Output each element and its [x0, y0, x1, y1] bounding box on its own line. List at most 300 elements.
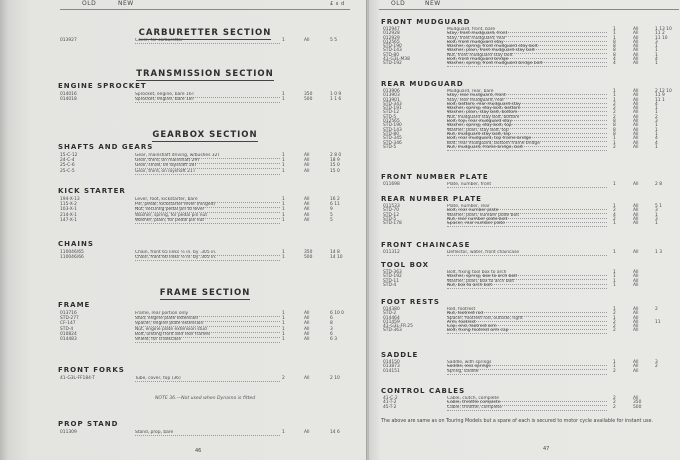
models: All: [304, 153, 310, 158]
part-number: 014016: [60, 92, 77, 97]
description: Arm, footrest: [447, 320, 607, 326]
models: All: [633, 270, 639, 275]
models: All: [633, 282, 639, 288]
part-number: STD-2: [383, 311, 397, 317]
part-number: 013927: [60, 38, 77, 43]
price: 1: [655, 221, 658, 227]
group-heading: FRONT NUMBER PLATE: [381, 173, 489, 181]
part-number: 41-G3L-FR.25: [383, 324, 413, 330]
quantity: 1: [613, 182, 616, 187]
part-number: STD-4: [60, 326, 74, 332]
description: Nut, securing pedal pin to lever: [135, 207, 280, 213]
price: 2 8: [655, 182, 662, 187]
quantity: 1: [613, 204, 616, 209]
part-number: STD-12: [383, 212, 400, 218]
models: All: [633, 48, 639, 54]
models: All: [633, 216, 639, 222]
price: 14 8: [330, 250, 340, 255]
models: All: [304, 331, 310, 337]
models: All: [304, 197, 310, 202]
quantity: 1: [282, 97, 285, 103]
quantity: 1: [613, 315, 616, 321]
part-number: STD-178: [383, 221, 402, 227]
part-number: STD-143: [383, 48, 402, 54]
models: All: [633, 396, 639, 401]
description: Washer, plain, number plate bolt: [447, 213, 607, 219]
group-heading: FRONT CHAINCASE: [381, 241, 471, 249]
description: Washer, spring, for pedal pin nut: [135, 213, 280, 219]
group-heading: CONTROL CABLES: [381, 387, 466, 395]
models: All: [633, 44, 639, 50]
quantity: 1: [282, 316, 285, 322]
models: All: [633, 328, 639, 334]
price: 2: [655, 114, 658, 120]
models: All: [633, 204, 639, 209]
group-heading: FOOT RESTS: [381, 298, 440, 306]
part-number: 012928: [383, 31, 400, 37]
quantity: 1: [282, 207, 285, 213]
description: Cable, clutch, complete: [447, 396, 607, 402]
quantity: 2: [613, 400, 616, 406]
models: All: [633, 93, 639, 99]
part-number: 15-C-12: [60, 153, 78, 158]
description: Rod, footrest: [447, 307, 607, 313]
part-number: 011312: [383, 250, 400, 255]
description: Mudguard, front, bare: [447, 27, 607, 33]
models: All: [633, 39, 639, 45]
description: Mudguard, rear, bare: [447, 89, 607, 95]
quantity: 8: [613, 44, 616, 50]
models: 350: [304, 250, 313, 255]
description: Shield, for crankcase: [135, 337, 280, 343]
models: All: [633, 35, 639, 41]
price: 1: [655, 44, 658, 50]
part-number: 014380: [383, 307, 400, 312]
description: Spacer, engine plate extension: [135, 321, 280, 327]
quantity: 1: [282, 197, 285, 202]
part-number: 110046/66: [60, 255, 84, 261]
price: 14 6: [330, 430, 340, 435]
quantity: 1: [282, 430, 285, 435]
section-title: TRANSMISSION SECTION: [136, 69, 274, 79]
models: All: [633, 136, 639, 142]
description: Washer, spring, stay bolt, top: [447, 123, 607, 129]
description: Stay, rear mudguard, front: [447, 93, 607, 99]
price: 1: [655, 48, 658, 54]
parts-group: [381, 195, 680, 227]
part-number: 41-G3L-M38: [383, 57, 410, 63]
parts-group: [381, 387, 680, 410]
quantity: 1: [613, 364, 616, 370]
section-title: CARBURETTER SECTION: [138, 28, 272, 38]
quantity: 2: [613, 396, 616, 401]
price: 2: [655, 307, 658, 312]
description: Washer, plain, for pedal pin nut: [135, 218, 280, 224]
quantity: 1: [282, 158, 285, 164]
quantity: 1: [282, 336, 285, 342]
price: 1 1 6: [330, 97, 342, 103]
quantity: 1: [613, 140, 616, 146]
part-number: STD-5: [383, 114, 397, 120]
models: All: [304, 326, 310, 332]
description: Spacer, rear number plate: [447, 221, 607, 227]
part-number: 014150: [383, 360, 400, 365]
part-number: 011533: [383, 204, 400, 209]
description: Cap, end, footrest arm: [447, 324, 607, 330]
models: All: [633, 110, 639, 116]
models: All: [633, 89, 639, 94]
quantity: 2: [613, 101, 616, 107]
models: All: [304, 158, 310, 164]
quantity: 1: [282, 212, 285, 218]
group-heading: KICK STARTER: [58, 187, 126, 195]
right-catalog-page: [369, 0, 680, 460]
description: Bolt, rear mudguard, top frame bridge: [447, 136, 607, 142]
description: Washer, plain, stay bolt, bottom: [447, 110, 607, 116]
parts-group: [58, 366, 367, 381]
price: 1: [655, 131, 658, 137]
quantity: 1: [282, 92, 285, 97]
models: All: [633, 364, 639, 370]
description: Stay, front mudguard, rear: [447, 36, 607, 42]
quantity: 2: [613, 368, 616, 374]
parts-group: [58, 301, 367, 342]
price: 5 5: [330, 38, 337, 43]
part-number: 25-C-6: [60, 163, 75, 169]
description: Bolt, fixing tool box to arch: [447, 270, 607, 276]
price: 6 3: [330, 336, 337, 342]
part-number: STD-191: [383, 106, 402, 112]
price: 11 1: [655, 97, 665, 103]
description: Washer, plain, stay bolt, top: [447, 128, 607, 134]
description: Saddle, less springs: [447, 364, 607, 370]
models: All: [304, 163, 310, 169]
section-title: FRAME SECTION: [159, 288, 251, 298]
parts-group: [381, 241, 680, 255]
description: Frame, rear portion only: [135, 311, 280, 317]
description: Nut, mudguard stay bolt, bottom: [447, 115, 607, 121]
models: All: [304, 202, 310, 208]
description: Spring, saddle: [447, 369, 607, 375]
quantity: 1: [613, 136, 616, 142]
quantity: 2: [613, 114, 616, 120]
price: 6: [330, 316, 333, 322]
part-number: 014151: [383, 368, 400, 374]
part-number: STD-80: [383, 52, 400, 58]
header-new: NEW: [118, 0, 134, 7]
group-heading: REAR MUDGUARD: [381, 80, 464, 88]
part-number: 013901: [383, 97, 400, 103]
models: All: [633, 123, 639, 129]
quantity: 1: [282, 38, 285, 43]
description: Chain, front 66 links ½ in. by .305 in.: [135, 255, 280, 261]
quantity: 1: [282, 168, 285, 174]
quantity: 1: [282, 321, 285, 327]
description: Washer, plain, box to arch bolt: [447, 279, 607, 285]
quantity: 1: [282, 202, 285, 208]
description: Nut, engine plate extension stud: [135, 327, 280, 333]
models: All: [633, 57, 639, 63]
quantity: 2: [613, 144, 616, 150]
price: 11 2: [655, 31, 665, 37]
description: Gear, small, on layshaft 18T: [135, 163, 280, 169]
models: All: [304, 38, 310, 43]
quantity: 1: [613, 35, 616, 41]
models: All: [633, 61, 639, 67]
part-number: CF-147: [60, 321, 76, 327]
group-heading: SADDLE: [381, 351, 419, 359]
price: 11 10: [655, 35, 668, 41]
part-number: 013873: [383, 364, 400, 370]
group-heading: PROP STAND: [58, 420, 119, 428]
quantity: 8: [613, 131, 616, 137]
part-number: 012565: [383, 119, 400, 125]
parts-group: [58, 187, 367, 223]
quantity: 1: [282, 331, 285, 337]
description: Stay, front mudguard, front: [447, 31, 607, 37]
part-number: 014483: [60, 336, 77, 342]
part-number: STD-12: [383, 110, 400, 116]
models: All: [304, 316, 310, 322]
price: 4: [655, 57, 658, 63]
description: Pin, pedal, kickstarter lever (hinged): [135, 202, 280, 208]
part-number: 115-X-2: [60, 202, 77, 208]
description: Nut, box to arch bolt: [447, 283, 607, 289]
price: 16 2: [330, 197, 340, 202]
price: 3: [655, 119, 658, 125]
part-number: 013716: [60, 311, 77, 316]
description: Bolt, top, rear mudguard stay: [447, 119, 607, 125]
price: 3: [655, 216, 658, 222]
parts-group: [58, 420, 367, 435]
price: 3: [655, 360, 658, 365]
quantity: 1: [613, 97, 616, 103]
description: Stud, engine plate extension: [135, 316, 280, 322]
price: 1 0 9: [330, 92, 342, 97]
quantity: 1: [282, 326, 285, 332]
quantity: 2: [613, 311, 616, 317]
models: All: [633, 311, 639, 317]
description: Spacer, footrest rod, outside, right: [447, 316, 607, 322]
description: Washer, spring, front mudguard bridge bolt: [447, 61, 607, 67]
models: All: [633, 250, 639, 255]
part-number: 014018: [60, 97, 77, 103]
description: Gear, mainshaft driving, w/bushes 32T: [135, 153, 280, 159]
quantity: 2: [613, 324, 616, 330]
part-number: 45-T-2: [383, 404, 397, 410]
price: 6: [330, 331, 333, 337]
header-old: OLD: [391, 0, 406, 7]
models: All: [633, 101, 639, 107]
quantity: 1: [613, 307, 616, 312]
section-block: [60, 280, 350, 299]
price: 14 10: [330, 255, 343, 261]
group-heading: SHAFTS AND GEARS: [58, 143, 154, 151]
header-old: OLD: [82, 0, 97, 7]
price: 1 13 10: [655, 27, 672, 32]
page-number: 47: [543, 446, 550, 452]
group-heading: TOOL BOX: [381, 261, 430, 269]
quantity: 8: [613, 39, 616, 45]
price: 1: [655, 106, 658, 112]
quantity: 8: [613, 119, 616, 125]
quantity: 1: [282, 217, 285, 223]
price: 8: [330, 321, 333, 327]
models: All: [633, 52, 639, 58]
part-number: 013906: [383, 89, 400, 94]
description: Gear, third, on layshaft 21T: [135, 169, 280, 175]
models: All: [633, 106, 639, 112]
quantity: 2: [613, 208, 616, 214]
description: Bolt, front mudguard stay: [447, 40, 607, 46]
models: All: [633, 324, 639, 330]
description: Washer, spring, front mudguard stay bolt: [447, 44, 607, 50]
part-number: STD-5: [383, 216, 397, 222]
models: All: [304, 376, 310, 381]
header-new: NEW: [425, 0, 441, 7]
price: 4: [655, 136, 658, 142]
part-number: STD-343: [383, 101, 402, 107]
models: All: [633, 360, 639, 365]
part-number: 110046/65: [60, 250, 84, 255]
part-number: 194-X-13: [60, 197, 80, 202]
models: All: [633, 307, 639, 312]
price: 1: [655, 123, 658, 129]
part-number: STD-192: [383, 61, 402, 67]
quantity: 1: [613, 93, 616, 99]
part-number: 41-G3L-FF184-T: [60, 376, 95, 381]
models: All: [633, 212, 639, 218]
part-number: STD-363: [383, 270, 402, 275]
quantity: 1: [282, 250, 285, 255]
part-number: 24-C-4: [60, 158, 75, 164]
models: All: [633, 319, 639, 325]
description: Nut, rear number plate bolt: [447, 217, 607, 223]
part-number: STD-80: [383, 131, 400, 137]
quantity: 1: [613, 270, 616, 275]
models: All: [304, 212, 310, 218]
price: 3: [655, 208, 658, 214]
price: 3: [330, 326, 333, 332]
description: Sprocket, engine, bare 18T: [135, 97, 280, 103]
description: Stay, rear mudguard, rear: [447, 98, 607, 104]
page-number: 46: [195, 448, 202, 454]
header-price: £ s d: [330, 1, 345, 7]
group-heading: FRAME: [58, 301, 91, 309]
group-heading: CHAINS: [58, 240, 94, 248]
models: All: [304, 207, 310, 213]
models: All: [633, 368, 639, 374]
description: Gear, third, on mainshaft 29T: [135, 158, 280, 164]
quantity: 8: [613, 127, 616, 133]
description: Bolt, bottom, rear mudguard stay: [447, 102, 607, 108]
part-number: 012947: [383, 27, 400, 32]
models: All: [304, 311, 310, 316]
description: Bolt, front mudguard bridge: [447, 57, 607, 63]
price: 5: [330, 217, 333, 223]
price: 1: [655, 61, 658, 67]
models: All: [633, 119, 639, 125]
quantity: 1: [282, 255, 285, 261]
part-number: STD-190: [383, 123, 402, 129]
description: Bolt, uniting front and rear frames: [135, 332, 280, 338]
description: Stand, prop, bare: [135, 430, 280, 436]
description: Chain, front 65 links ½ in. by .305 in.: [135, 250, 280, 256]
group-heading: FRONT FORKS: [58, 366, 125, 374]
models: All: [633, 144, 639, 150]
part-number: STD-5: [383, 144, 397, 150]
description: Plate, number, front: [447, 182, 607, 188]
models: All: [633, 274, 639, 280]
quantity: 1: [613, 360, 616, 365]
models: All: [633, 31, 639, 37]
description: Lever, foot, kickstarter, bare: [135, 197, 280, 203]
quantity: 1: [613, 27, 616, 32]
quantity: 1: [613, 274, 616, 280]
quantity: 4: [613, 61, 616, 67]
part-number: STD-11: [383, 278, 400, 284]
description: Sprocket, engine, bare 16T: [135, 92, 280, 98]
part-number: STD-346: [383, 140, 402, 146]
description: Cover, for carburetter: [135, 38, 280, 44]
quantity: 2: [613, 404, 616, 410]
quantity: 1: [613, 282, 616, 288]
quantity: 1: [613, 221, 616, 227]
quantity: 2: [282, 376, 285, 381]
part-number: 41-T-2: [383, 400, 397, 406]
models: All: [304, 336, 310, 342]
price: 6 11: [330, 202, 340, 208]
group-heading: REAR NUMBER PLATE: [381, 195, 482, 203]
header-rule: [60, 9, 350, 10]
description: Saddle, with springs: [447, 360, 607, 366]
part-number: 147-X-1: [60, 217, 77, 223]
parts-group: [58, 82, 367, 103]
section-block: [60, 20, 350, 39]
parts-group: [58, 240, 367, 261]
price: 1: [655, 212, 658, 218]
quantity: 1: [282, 153, 285, 158]
price: 2 10: [330, 376, 340, 381]
quantity: 2: [613, 216, 616, 222]
models: All: [633, 278, 639, 284]
part-number: 103-X-1: [60, 207, 77, 213]
quantity: 1: [282, 163, 285, 169]
part-number: 214-X-1: [60, 212, 77, 218]
parts-group: [381, 351, 680, 374]
description: Cable, throttle, complete: [447, 405, 607, 411]
price: 5: [330, 212, 333, 218]
parts-group: [58, 143, 367, 174]
price: 15 0: [330, 163, 340, 169]
quantity: 2: [613, 106, 616, 112]
part-number: 011309: [60, 430, 77, 435]
quantity: 1: [613, 31, 616, 37]
quantity: 1: [613, 278, 616, 284]
group-heading: FRONT MUDGUARD: [381, 18, 471, 26]
models: All: [633, 140, 639, 146]
models: All: [633, 27, 639, 32]
parts-group: [381, 18, 680, 67]
header-rule: [379, 9, 679, 10]
price: 1: [655, 144, 658, 150]
page-footnote: The above are same as on Touring Models but a spare of each is secured to motor cycle available for instant use.: [381, 419, 653, 424]
part-number: STD-143: [383, 127, 402, 133]
part-number: 41-C-2: [383, 396, 398, 401]
section-block: [60, 122, 350, 141]
quantity: 1: [613, 89, 616, 94]
models: 350: [633, 400, 642, 406]
